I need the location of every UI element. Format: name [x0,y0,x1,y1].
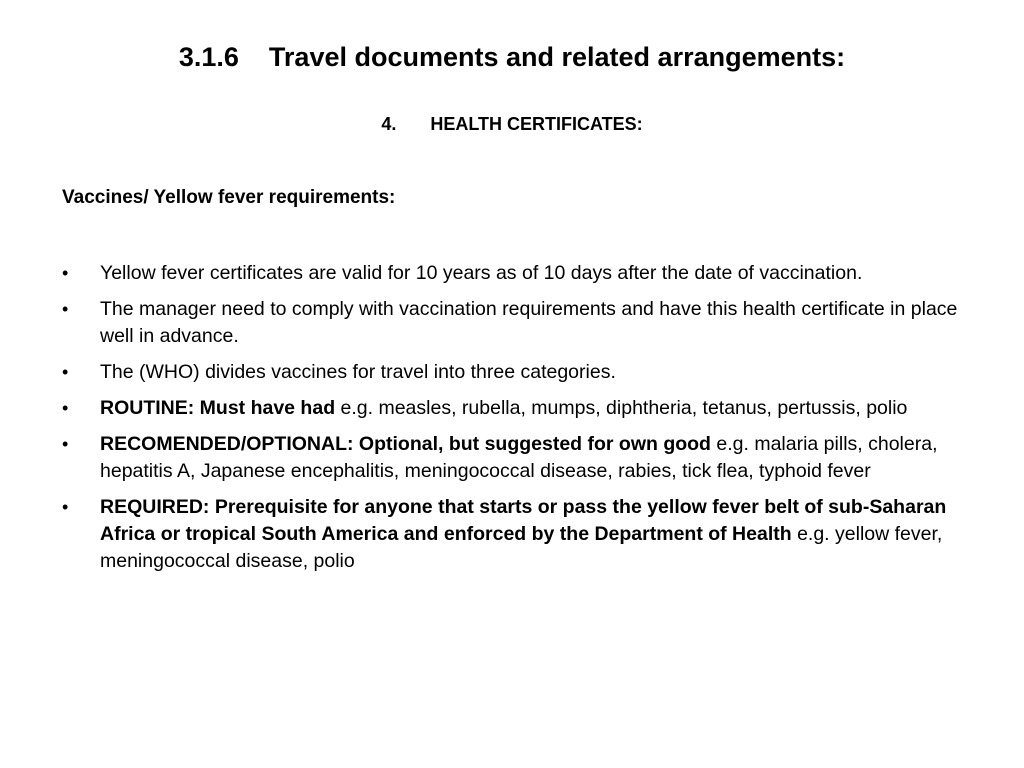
bullet-dot-icon: • [62,362,69,382]
bullet-item [62,296,962,350]
bullet-text: The manager need to comply with vaccination requirements and have this health certificate in place well in advance. [100,298,958,347]
section-heading: Vaccines/ Yellow fever requirements: [62,187,396,208]
bullet-text: e.g. measles, rubella, mumps, diphtheria, tetanus, pertussis, polio [335,397,908,419]
bullet-bold-text: RECOMENDED/OPTIONAL: Optional, but suggested for own good [100,433,711,455]
slide-subtitle [0,114,1024,135]
bullet-text: The (WHO) divides vaccines for travel into three categories. [100,361,616,383]
bullet-bold-text: ROUTINE: Must have had [100,397,336,419]
bullet-item [62,359,962,386]
slide-title [0,42,1024,73]
bullet-item [62,395,962,422]
bullet-bold-text: REQUIRED: Prerequisite for anyone that starts or pass the yellow fever belt of sub-Saharan Africa or tropical South America and enforced by the Department of Health [100,496,947,545]
bullet-dot-icon: • [62,434,69,454]
bullet-dot-icon: • [62,497,69,517]
bullet-item [62,494,962,575]
bullet-item [62,431,962,485]
subtitle-number: 4. [381,114,397,134]
bullet-dot-icon: • [62,263,69,283]
title-number: 3.1.6 [178,42,239,72]
bullet-dot-icon: • [62,299,69,319]
bullet-list [62,260,962,584]
bullet-text: e.g. malaria pills, cholera, hepatitis A, Japanese encephalitis, meningococcal disease, rabies, tick flea, typhoid fever [100,433,938,482]
subtitle-text: HEALTH CERTIFICATES: [430,114,643,134]
title-text: Travel documents and related arrangements: [268,42,846,72]
bullet-dot-icon: • [62,398,69,418]
bullet-text: e.g. yellow fever, meningococcal disease, polio [100,523,943,572]
bullet-item [62,260,962,287]
bullet-text: Yellow fever certificates are valid for 10 years as of 10 days after the date of vaccination. [100,262,863,284]
